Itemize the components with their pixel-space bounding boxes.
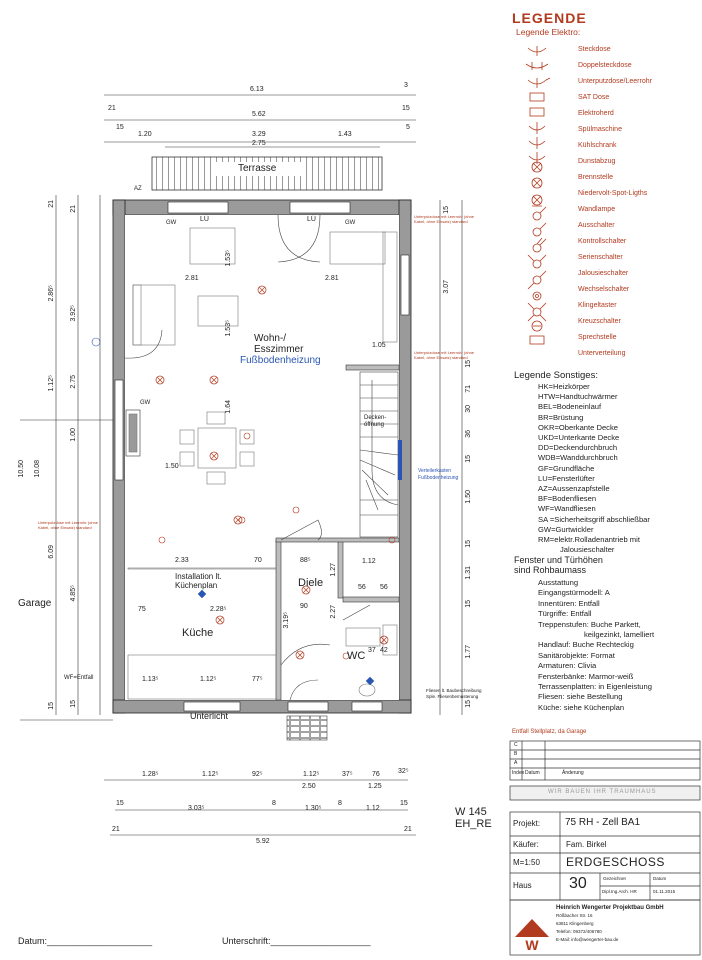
dim-right-l: 1.77 xyxy=(465,645,472,659)
dim-top4-b: 3.29 xyxy=(252,131,266,138)
room-wohn-line1: Wohn-/ xyxy=(254,333,287,344)
intercom-icon xyxy=(520,333,550,347)
drawing-code-2: EH_RE xyxy=(455,818,492,830)
sonstiges-item: BF=Bodenfliesen xyxy=(538,494,597,504)
ausstattung-item: Handlauf: Buche Rechteckig xyxy=(538,640,634,650)
rev-b: B xyxy=(514,751,518,757)
dim-in-113: 1.13⁵ xyxy=(142,676,159,683)
lu-label-left: LÜ xyxy=(200,216,209,223)
legend-item-label: Wandlampe xyxy=(578,206,616,213)
flush-box-icon xyxy=(520,77,550,91)
dim-in-90: 90 xyxy=(300,603,308,610)
dim-left-d: 2.75 xyxy=(70,375,77,389)
legend-subtitle: Legende Elektro: xyxy=(516,27,581,37)
sonstiges-item: LU=Fensterlüfter xyxy=(538,473,595,483)
legend-title: LEGENDE xyxy=(512,10,587,26)
fenster-title xyxy=(514,555,603,575)
rev-a: A xyxy=(514,760,518,766)
dim-bot3-a: 3.03⁵ xyxy=(188,805,205,812)
ausstattung-item: Sanitärobjekte: Format xyxy=(538,650,615,660)
dim-right-f: 30 xyxy=(465,405,472,413)
legend-item-label: Kreuzschalter xyxy=(578,318,621,325)
legend-item xyxy=(520,92,700,108)
ausstattung-item: Armaturen: Clivia xyxy=(538,661,597,671)
dim-bot1-b: 1.12⁵ xyxy=(202,771,219,778)
dim-in-37: 37 xyxy=(368,647,376,654)
dim-bot3-b: 1.30⁵ xyxy=(305,805,322,812)
dim-in-112b: 1.12 xyxy=(362,558,376,565)
legend-item-label: Kontrollschalter xyxy=(578,238,627,245)
dim-right-g: 15 xyxy=(465,455,472,463)
legend-item-label: Klingeltaster xyxy=(578,302,617,309)
ausstattung-item: Terrassenplatten: in Eigenleistung xyxy=(538,682,652,691)
dim-left-i: 21 xyxy=(48,200,55,208)
legend-item xyxy=(520,268,700,284)
company-logo xyxy=(515,919,549,953)
dim-right-h: 1.50 xyxy=(465,490,472,504)
sonstiges-item: RM=elektr.Rolladenantrieb mit xyxy=(538,535,640,544)
geschoss: ERDGESCHOSS xyxy=(566,855,665,869)
dim-in-164: 1.64 xyxy=(225,400,232,414)
sonstiges-item: GF=Grundfläche xyxy=(538,463,595,473)
legend-item-label: Dunstabzug xyxy=(578,158,616,165)
legend-item xyxy=(520,172,700,188)
decken-line1: Decken- xyxy=(364,415,387,421)
legend-item-label: Serienschalter xyxy=(578,254,623,261)
sonstiges-item: BR=Brüstung xyxy=(538,412,584,422)
sonstiges-item: OKR=Oberkante Decke xyxy=(538,422,618,432)
sat-outlet-icon xyxy=(520,93,550,107)
dim-in-153b: 1.53⁵ xyxy=(225,320,232,337)
dim-in-56b: 56 xyxy=(380,584,388,591)
rev-c: C xyxy=(514,742,518,748)
garage-label: Garage xyxy=(18,598,52,609)
datum-label: Datum xyxy=(525,770,540,776)
sonstiges-item: GW=Gurtwickler xyxy=(538,524,594,534)
dim-left-g: 4.85⁵ xyxy=(70,585,77,602)
legend-item-label: Sprechstelle xyxy=(578,334,617,341)
kaeufer-label: Käufer: xyxy=(513,840,539,849)
dim-in-127: 1.27 xyxy=(330,563,337,577)
bell-button-icon xyxy=(520,301,550,315)
unterschrift-signature: Unterschrift:____________________ xyxy=(222,936,371,946)
dim-left-total1: 10.50 xyxy=(18,460,25,478)
dim-bot4: 5.92 xyxy=(256,838,270,845)
dim-bot1-d: 1.12⁵ xyxy=(303,771,320,778)
legend-item-label: Ausschalter xyxy=(578,222,615,229)
dim-bot1-c: 92⁵ xyxy=(252,771,263,778)
legend-item xyxy=(520,348,700,364)
stove-outlet-icon xyxy=(520,109,550,123)
double-outlet-icon xyxy=(520,61,550,75)
ausstattung-item: Türgriffe: Entfall xyxy=(538,609,592,619)
install-line2: Küchenplan xyxy=(175,581,218,590)
dishwasher-outlet-icon xyxy=(520,125,550,139)
unterlicht-label: Unterlicht xyxy=(190,711,229,721)
dim-in-112: 1.12⁵ xyxy=(200,676,217,683)
room-wc: WC xyxy=(347,650,366,662)
legend-item-label: Steckdose xyxy=(578,46,611,53)
legend-item xyxy=(520,60,700,76)
dim-in-70: 70 xyxy=(254,557,262,564)
gezeichnet-value: Dipl.Ing.Arch. HR xyxy=(602,889,637,894)
dim-right-d: 15 xyxy=(465,360,472,368)
dim-in-319: 3.19⁵ xyxy=(283,612,290,629)
dim-bot1-e: 37⁵ xyxy=(342,771,353,778)
dim-in-88: 88⁵ xyxy=(300,557,311,564)
switch-icon xyxy=(520,221,550,235)
legend-item xyxy=(520,332,700,348)
legend-item xyxy=(520,124,700,140)
legend-item xyxy=(520,44,700,60)
ausstattung-item: Ausstattung xyxy=(538,578,579,587)
dim-bot3-r: 15 xyxy=(400,800,408,807)
dim-left-a: 2.86⁵ xyxy=(48,285,55,302)
date-label: Datum xyxy=(653,876,667,881)
gezeichnet-label: Gezeichnet xyxy=(603,876,626,881)
legend-item-label: Jalousieschalter xyxy=(578,270,629,277)
legend-item-label: Unterputzdose/Leerrohr xyxy=(578,78,652,85)
legend-item-label: SAT Dose xyxy=(578,94,610,101)
dim-in-228: 2.28⁵ xyxy=(210,606,227,613)
dim-bot1-f: 76 xyxy=(372,771,380,778)
ausstattung-item: Eingangstürmodell: A xyxy=(538,588,610,598)
gw-label-2: GW xyxy=(345,220,356,226)
dim-left-k: 15 xyxy=(48,702,55,710)
dim-in-56a: 56 xyxy=(358,584,366,591)
dim-bot4-r: 21 xyxy=(404,826,412,833)
dim-top3-l: 15 xyxy=(116,124,124,131)
dim-right-k: 15 xyxy=(465,600,472,608)
dim-right-i: 15 xyxy=(465,540,472,548)
sonstiges-item: HTW=Handtuchwärmer xyxy=(538,392,618,402)
dim-in-281a: 2.81 xyxy=(185,275,199,282)
legend-item-label: Niedervolt-Spot-Ligths xyxy=(578,190,648,197)
dim-in-75: 75 xyxy=(138,606,146,613)
company-address1: Rößbacher Str. 16 xyxy=(556,913,593,918)
hood-outlet-icon xyxy=(520,157,550,171)
dim-top1-r: 3 xyxy=(404,82,408,89)
slogan: WIR BAUEN IHR TRAUMHAUS xyxy=(548,789,657,795)
room-wohn-line2: Esszimmer xyxy=(254,344,304,355)
company-phone: Telefon: 09372/406780 xyxy=(556,929,602,934)
wall-lamp-icon xyxy=(520,205,550,219)
dim-right-c: 71 xyxy=(465,385,472,393)
legend-item xyxy=(520,220,700,236)
datum-signature: Datum:_____________________ xyxy=(18,936,153,946)
entrance-step xyxy=(287,716,327,740)
legend-item-label: Brennstelle xyxy=(578,174,614,181)
legend-item-label: Elektroherd xyxy=(578,110,614,117)
legend-item-label: Wechselschalter xyxy=(578,286,630,293)
blind-switch-icon xyxy=(520,269,550,283)
dim-left-e: 1.00 xyxy=(70,428,77,442)
dim-bot1-a: 1.28⁵ xyxy=(142,771,159,778)
dim-in-105: 1.05 xyxy=(372,342,386,349)
legend-item-label: Kühlschrank xyxy=(578,142,617,149)
toggle-switch-icon xyxy=(520,285,550,299)
wf-entfall: WF=Entfall xyxy=(64,675,94,681)
sonstiges-item: WF=Wandfliesen xyxy=(538,504,596,514)
dim-top2-l: 21 xyxy=(108,105,116,112)
dim-top1: 6.13 xyxy=(250,86,264,93)
sub-distribution-icon xyxy=(520,349,550,363)
sonstiges-item: WDB=Wanddurchbruch xyxy=(538,453,618,463)
gw-label-1: GW xyxy=(166,220,177,226)
fliesen-note-2: Sple. Fliesenbemusterung xyxy=(426,694,479,699)
ausstattung-item: keilgezinkt, lamelliert xyxy=(584,630,655,639)
drawing-code-1: W 145 xyxy=(455,806,487,818)
sonstiges-item: DD=Deckendurchbruch xyxy=(538,443,618,453)
sonstiges-item: SA =Sicherheitsgriff abschließbar xyxy=(538,514,650,524)
dim-left-h: 15 xyxy=(70,700,77,708)
dim-left-total2: 10.08 xyxy=(34,460,41,478)
verteiler-line2: Fußbodenheizung xyxy=(418,475,459,481)
legend-item xyxy=(520,204,700,220)
room-diele: Diele xyxy=(298,577,324,589)
ausstattung-item: Fensterbänke: Marmor-weiß xyxy=(538,671,634,681)
light-point-icon xyxy=(520,173,550,187)
series-switch-icon xyxy=(520,253,550,267)
dim-in-150: 1.50 xyxy=(165,463,179,470)
titleblock-note: Entfall Stellplatz, da Garage xyxy=(512,729,587,735)
dim-right-b: 15 xyxy=(443,206,450,214)
dim-right-e: 36 xyxy=(465,430,472,438)
legend-item xyxy=(520,140,700,156)
room-kueche: Küche xyxy=(182,627,214,639)
projekt-label: Projekt: xyxy=(513,819,541,828)
ausstattung-item: Küche: siehe Küchenplan xyxy=(538,702,625,712)
dim-top5: 2.75 xyxy=(252,140,266,147)
ausstattung-item: Innentüren: Entfall xyxy=(538,598,600,608)
legend-item-label: Doppelsteckdose xyxy=(578,62,632,69)
legend-item xyxy=(520,300,700,316)
dim-bot3-s1: 8 xyxy=(272,800,276,807)
leer-note-2: Unterputzdose mit Leerrohr (ohne Kabel, ohne Einsatz) standard xyxy=(414,350,475,360)
leer-note-1: Unterputzdose mit Leerrohr (ohne Kabel, ohne Einsatz) standard xyxy=(414,214,475,224)
legend-item xyxy=(520,284,700,300)
dim-bot3-c: 1.12 xyxy=(366,805,380,812)
company-email: E-Mail: info@wengerter-bau.de xyxy=(556,937,619,942)
aenderung-label: Änderung xyxy=(562,770,584,776)
massstab: M=1:50 xyxy=(513,858,540,867)
dim-top4-c: 1.43 xyxy=(338,131,352,138)
sonstiges-item: BEL=Bodeneinlauf xyxy=(538,402,602,412)
dim-right-a: 3.07 xyxy=(443,280,450,294)
room-wohn-heating: Fußbodenheizung xyxy=(240,355,321,366)
legend-item xyxy=(520,156,700,172)
company-address2: 63811 Klingenberg xyxy=(556,921,594,926)
dim-in-233: 2.33 xyxy=(175,557,189,564)
company-name: Heinrich Wengerter Projektbau GmbH xyxy=(556,905,664,911)
sonstiges-item: UKD=Unterkante Decke xyxy=(538,433,620,442)
leer-note-3: Unterputzdose mit Leerrohr (ohne Kabel, ohne Einsatz) standard xyxy=(38,520,99,530)
legend-item xyxy=(520,76,700,92)
dim-in-281b: 2.81 xyxy=(325,275,339,282)
index-label: Index xyxy=(512,770,525,776)
install-line1: Installation lt. xyxy=(175,572,222,581)
dim-bot3-s2: 8 xyxy=(338,800,342,807)
sonstiges-item: HK=Heizkörper xyxy=(538,382,590,391)
dim-in-77: 77⁵ xyxy=(252,676,263,683)
dim-top3-r: 5 xyxy=(406,124,410,131)
legend-item xyxy=(520,108,700,124)
outlet-icon xyxy=(520,45,550,59)
dim-top2-r: 15 xyxy=(402,105,410,112)
dim-left-b: 3.92⁵ xyxy=(70,305,77,322)
fridge-outlet-icon xyxy=(520,141,550,155)
az-label: AZ xyxy=(134,186,142,192)
dim-bot2-a: 2.50 xyxy=(302,783,316,790)
lu-label-right: LÜ xyxy=(307,216,316,223)
dim-in-153a: 1.53⁵ xyxy=(225,250,232,267)
dim-in-42: 42 xyxy=(380,647,388,654)
dim-top4-a: 1.20 xyxy=(138,131,152,138)
dim-bot4-l: 21 xyxy=(112,826,120,833)
dim-bot1-g: 32⁵ xyxy=(398,768,409,775)
sonstiges-item: AZ=Aussenzapfstelle xyxy=(538,484,610,493)
legend-item xyxy=(520,252,700,268)
gw-label-3: GW xyxy=(140,400,151,406)
dim-right-j: 1.31 xyxy=(465,566,472,580)
control-switch-icon xyxy=(520,237,550,251)
dim-bot3-l: 15 xyxy=(116,800,124,807)
fenster-title-line2: sind Rohbaumass xyxy=(514,565,587,575)
kaeufer-value: Fam. Birkel xyxy=(566,840,607,849)
legend-item xyxy=(520,316,700,332)
dim-left-j: 21 xyxy=(70,205,77,213)
projekt-value: 75 RH - Zell BA1 xyxy=(565,817,641,828)
legend-item xyxy=(520,236,700,252)
sonstiges-title: Legende Sonstiges: xyxy=(514,370,598,381)
terrasse-label: Terrasse xyxy=(238,163,277,174)
fliesen-note-1: Fliesen lt. Baubeschreibung xyxy=(426,688,482,693)
ausstattung-item: Treppenstufen: Buche Parkett, xyxy=(538,619,641,629)
dim-bot2-b: 1.25 xyxy=(368,783,382,790)
dim-top2: 5.62 xyxy=(252,111,266,118)
legend-item-label: Unterverteilung xyxy=(578,350,626,357)
dim-in-227: 2.27 xyxy=(330,605,337,619)
legend-item-label: Spülmaschine xyxy=(578,126,622,133)
legend-item xyxy=(520,188,700,204)
haus-value: 30 xyxy=(569,875,587,892)
svg-text:W: W xyxy=(525,937,539,953)
dim-left-c: 1.12⁵ xyxy=(48,375,55,392)
cross-switch-icon xyxy=(520,317,550,331)
verteiler-line1: Verteilerkasten xyxy=(418,468,452,474)
dim-left-f: 6.09 xyxy=(48,545,55,559)
haus-label: Haus xyxy=(513,881,532,890)
spotlight-icon xyxy=(520,189,550,203)
dim-right-m: 15 xyxy=(465,700,472,708)
sonstiges-item: Jalousieschalter xyxy=(560,545,615,555)
fenster-title-line1: Fenster und Türhöhen xyxy=(514,555,603,565)
date-value: 01.11.2015 xyxy=(653,889,676,894)
ausstattung-item: Fliesen: siehe Bestellung xyxy=(538,692,623,702)
decken-line2: öffnung xyxy=(364,422,384,428)
